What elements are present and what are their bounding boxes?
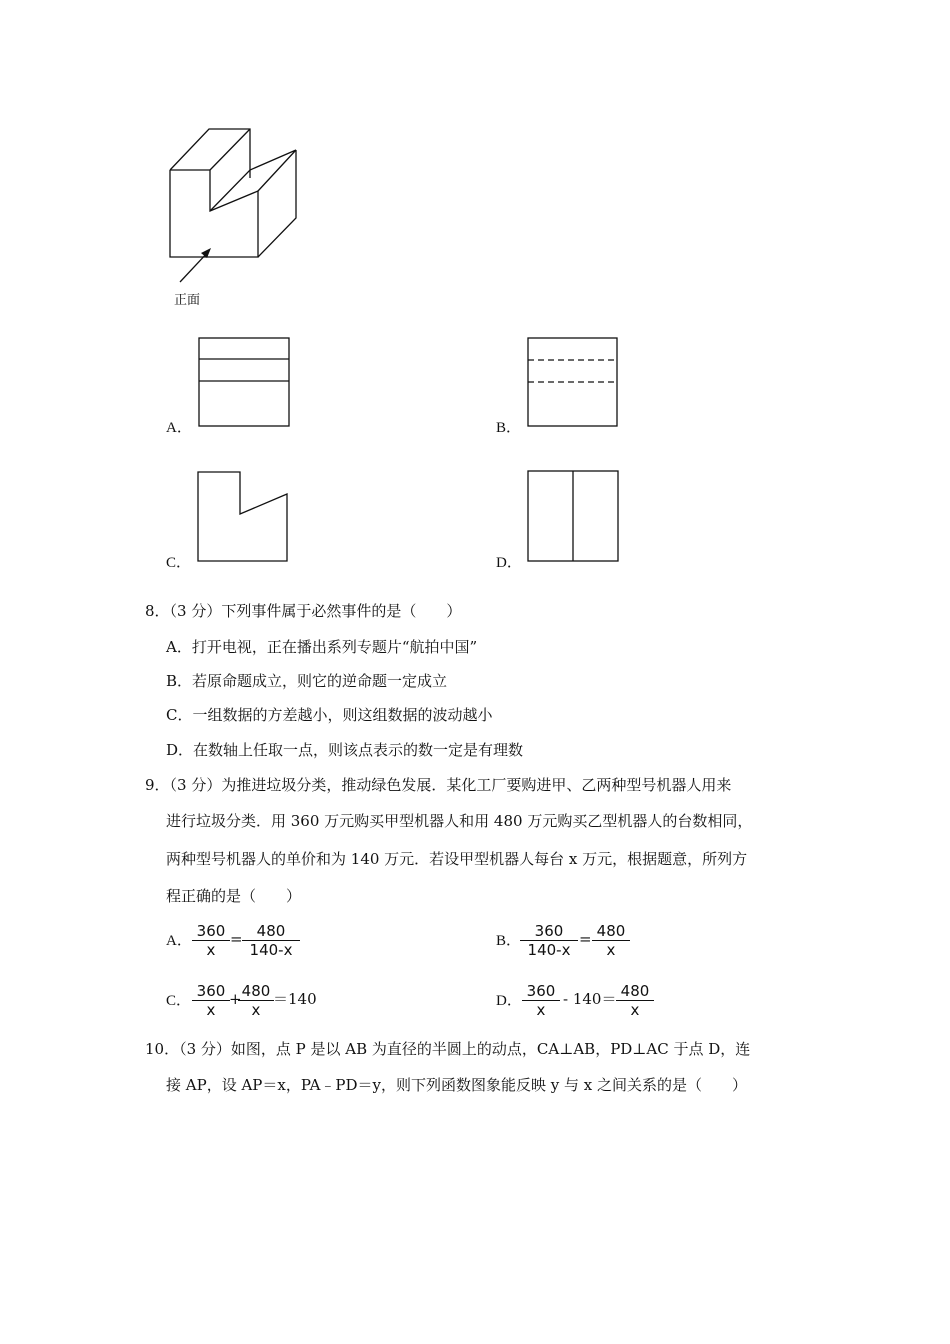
numerator: 480 xyxy=(256,922,286,940)
q8-option-b[interactable]: B．若原命题成立，则它的逆命题一定成立 xyxy=(166,672,448,690)
q9-c-fraction-1 xyxy=(192,982,230,1019)
q10-stem-line-1: 10．（3 分）如图，点 P 是以 AB 为直径的半圆上的动点，CA⊥AB，PD⊥AC 于点 D，连 xyxy=(145,1040,751,1058)
numerator: 480 xyxy=(596,922,626,940)
q10-stem-line-2: 接 AP，设 AP＝x，PA﹣PD＝y，则下列函数图象能反映 y 与 x 之间关系的是（ ） xyxy=(166,1076,747,1094)
option-b-label[interactable]: B． xyxy=(496,420,522,436)
numerator: 360 xyxy=(534,922,564,940)
q9-a-fraction-1 xyxy=(192,922,230,959)
numerator: 480 xyxy=(620,982,650,1000)
denominator: x xyxy=(206,941,216,959)
q9-stem-line-4: 程正确的是（ ） xyxy=(166,887,302,905)
q8-option-a[interactable]: A．打开电视，正在播出系列专题片“航拍中国” xyxy=(166,638,478,656)
numerator: 480 xyxy=(241,982,271,1000)
option-a-label[interactable]: A． xyxy=(166,420,192,436)
q9-a-fraction-2 xyxy=(242,922,300,959)
denominator: x xyxy=(251,1001,261,1019)
q9-d-fraction-2 xyxy=(616,982,654,1019)
q9-c-operator: + xyxy=(229,990,242,1008)
numerator: 360 xyxy=(526,982,556,1000)
q9-option-b-label[interactable]: B． xyxy=(496,933,522,949)
q9-stem-line-2: 进行垃圾分类．用 360 万元购买甲型机器人和用 480 万元购买乙型机器人的台数相同， xyxy=(166,812,753,830)
numerator: 360 xyxy=(196,922,226,940)
q8-option-d[interactable]: D．在数轴上任取一点，则该点表示的数一定是有理数 xyxy=(166,741,524,759)
q9-d-fraction-1 xyxy=(522,982,560,1019)
q9-d-operator: - 140＝ xyxy=(563,990,617,1008)
denominator: 140-x xyxy=(249,941,293,959)
denominator: 140-x xyxy=(527,941,571,959)
q8-option-c[interactable]: C．一组数据的方差越小，则这组数据的波动越小 xyxy=(166,706,493,724)
q9-stem-line-1: 9．（3 分）为推进垃圾分类，推动绿色发展．某化工厂要购进甲、乙两种型号机器人用来 xyxy=(145,776,732,794)
denominator: x xyxy=(630,1001,640,1019)
q9-b-fraction-1 xyxy=(520,922,578,959)
option-d-label[interactable]: D． xyxy=(496,555,522,571)
denominator: x xyxy=(606,941,616,959)
q9-stem-line-3: 两种型号机器人的单价和为 140 万元．若设甲型机器人每台 x 万元，根据题意，所列方 xyxy=(166,850,748,868)
q9-b-operator: = xyxy=(579,930,592,948)
q8-stem: 8．（3 分）下列事件属于必然事件的是（ ） xyxy=(145,602,462,620)
numerator: 360 xyxy=(196,982,226,1000)
q9-b-fraction-2 xyxy=(592,922,630,959)
q9-option-d-label[interactable]: D． xyxy=(496,993,522,1009)
denominator: x xyxy=(536,1001,546,1019)
denominator: x xyxy=(206,1001,216,1019)
option-c-label[interactable]: C． xyxy=(166,555,192,571)
q9-option-c-label[interactable]: C． xyxy=(166,993,192,1009)
q9-a-operator: = xyxy=(230,930,243,948)
q9-c-fraction-2 xyxy=(238,982,274,1019)
q9-option-a-label[interactable]: A． xyxy=(166,933,192,949)
q9-c-tail: ＝140 xyxy=(273,990,317,1008)
front-label: 正面 xyxy=(174,293,201,308)
